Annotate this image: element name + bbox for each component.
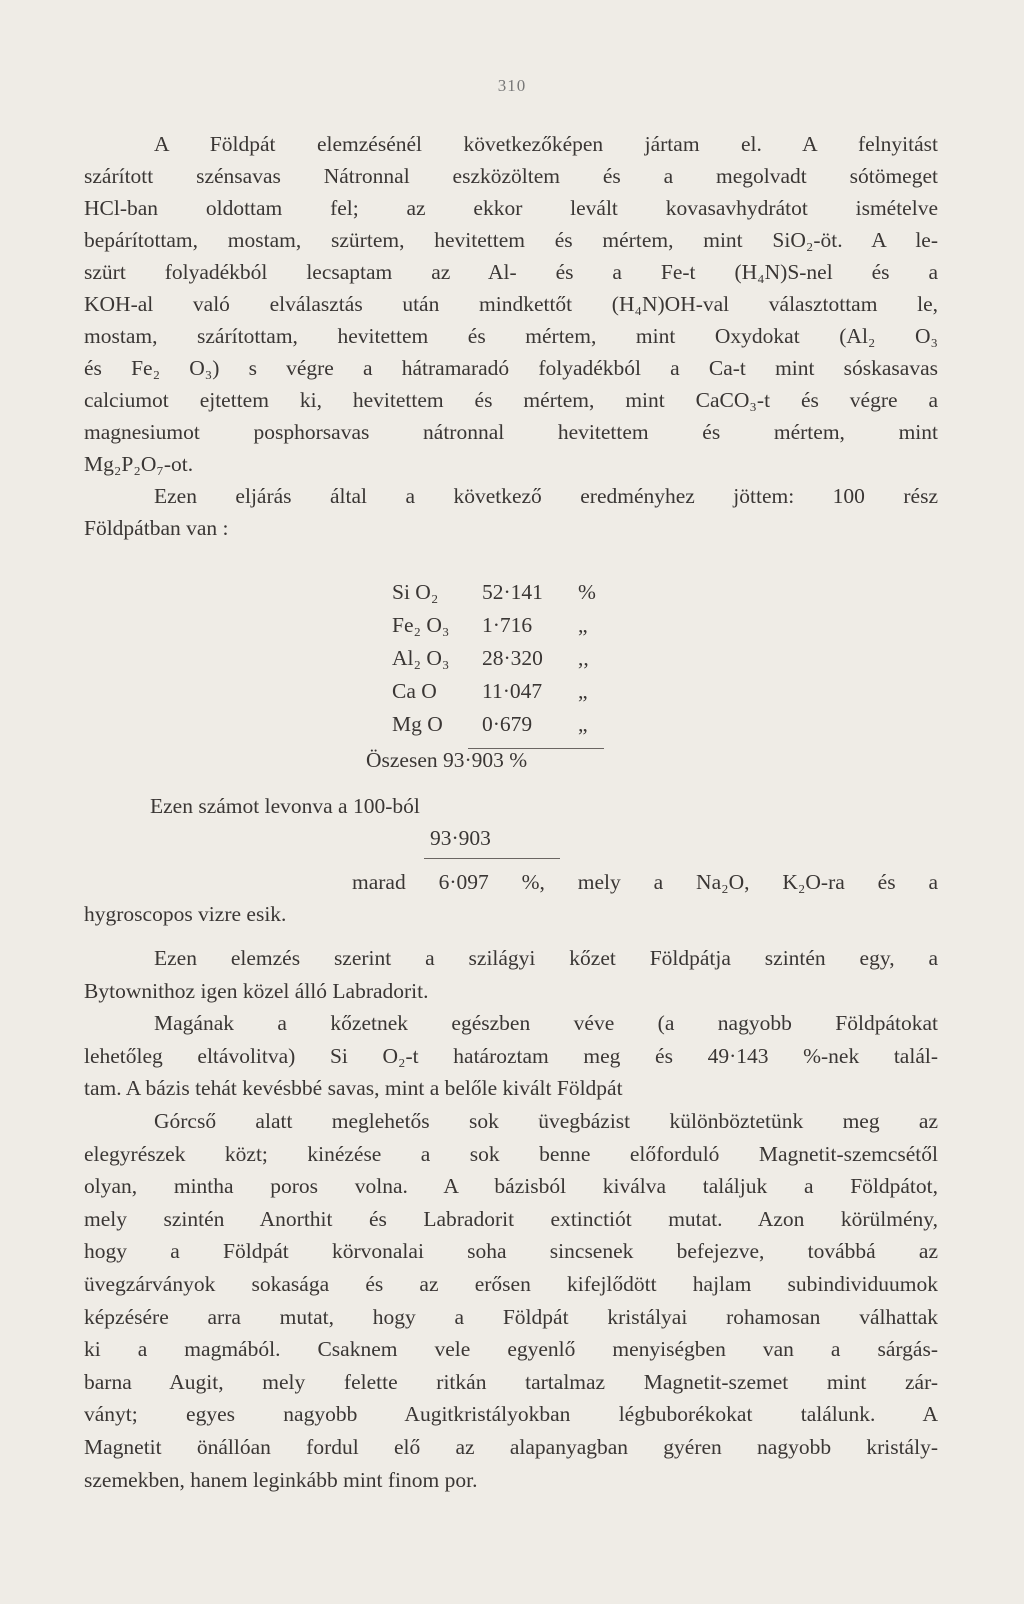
value-cell: 1·716 [482, 613, 533, 637]
compound-cell: Mg O [392, 712, 443, 736]
value-cell: 11·047 [482, 679, 543, 703]
unit-cell: ,, [578, 646, 589, 670]
text-line: mostam, szárítottam, hevitettem és mértem, mint Oxydokat (Al₂ O₃ [84, 324, 938, 348]
calc-line: Ezen számot levonva a 100-ból [150, 794, 420, 818]
table-row [392, 609, 618, 642]
text-line: olyan, mintha poros volna. A bázisból kiválva találjuk a Földpátot, [84, 1174, 938, 1199]
calc-subtrahend: 93·903 [430, 826, 491, 850]
table-row [392, 675, 618, 708]
table-row [392, 576, 618, 609]
value-cell: 52·141 [482, 580, 543, 604]
text-line: marad 6·097 %, mely a Na₂O, K₂O-ra és a [352, 870, 938, 894]
paragraph-analysis-method [84, 128, 938, 544]
text-line: ványt; egyes nagyobb Augitkristályokban légbuborékokat találunk. A [84, 1402, 938, 1427]
text-line: lehetőleg eltávolitva) Si O₂-t határoztam meg és 49·143 %-nek talál- [84, 1043, 938, 1068]
text-line: mely szintén Anorthit és Labradorit extinctiót mutat. Azon körülmény, [84, 1206, 938, 1231]
text-line: calciumot ejtettem ki, hevitettem és mértem, mint CaCO₃-t és végre a [84, 388, 938, 412]
text-line: ki a magmából. Csaknem vele egyenlő menyiségben van a sárgás- [84, 1337, 938, 1362]
text-line: hygroscopos vizre esik. [84, 902, 287, 926]
text-line: szürt folyadékból lecsaptam az Al- és a Fe-t (H₄N)S-nel és a [84, 260, 938, 284]
subtraction-divider [424, 858, 560, 859]
text-line: magnesiumot posphorsavas nátronnal hevitettem és mértem, mint [84, 420, 938, 444]
table-row [392, 642, 618, 675]
text-line: hogy a Földpát körvonalai soha sincsenek befejezve, továbbá az [84, 1239, 938, 1264]
total-row: Öszesen 93·903 % [366, 748, 528, 772]
text-line: Bytownithoz igen közel álló Labradorit. [84, 978, 429, 1003]
table-row [392, 708, 618, 741]
text-line: Ezen elemzés szerint a szilágyi kőzet Földpátja szintén egy, a [154, 946, 938, 970]
unit-cell: % [578, 580, 596, 604]
text-line: HCl-ban oldottam fel; az ekkor levált kovasavhydrátot ismételve [84, 196, 938, 220]
text-line: Földpátban van : [84, 516, 229, 540]
compound-cell: Si O₂ [392, 580, 439, 604]
unit-cell: „ [578, 712, 588, 736]
calc-result [84, 866, 938, 930]
text-line: Magnetit önállóan fordul elő az alapanyagban gyéren nagyobb kristály- [84, 1434, 938, 1459]
text-line: Górcső alatt meglehetős sok üvegbázist különböztetünk meg az [154, 1108, 938, 1133]
text-line: szemekben, hanem leginkább mint finom por. [84, 1467, 478, 1492]
unit-cell: „ [578, 679, 588, 703]
text-line: szárított szénsavas Nátronnal eszközöltem és a megolvadt sótömeget [84, 164, 938, 188]
page-number: 310 [497, 76, 527, 95]
compound-cell: Al₂ O₃ [392, 646, 450, 670]
text-line: elegyrészek közt; kinézése a sok benne előforduló Magnetit-szemcsétől [84, 1141, 938, 1166]
compound-cell: Fe₂ O₃ [392, 613, 450, 637]
text-line: KOH-al való elválasztás után mindkettőt (H₄N)OH-val választottam le, [84, 292, 938, 316]
composition-table [392, 576, 618, 741]
text-line: Magának a kőzetnek egészben véve (a nagyobb Földpátokat [154, 1011, 938, 1036]
text-line: Mg₂P₂O₇-ot. [84, 452, 194, 476]
unit-cell: „ [578, 613, 588, 637]
value-cell: 0·679 [482, 712, 533, 736]
compound-cell: Ca O [392, 679, 437, 703]
text-line: és Fe₂ O₃) s végre a hátramaradó folyadékból a Ca-t mint sóskasavas [84, 356, 938, 380]
text-line: üvegzárványok sokasága és az erősen kifejlődött hajlam subindividuumok [84, 1271, 938, 1296]
text-line: bepárítottam, mostam, szürtem, hevitettem és mértem, mint SiO₂-öt. A le- [84, 228, 938, 252]
paragraph-conclusions [84, 942, 938, 1496]
text-line: Ezen eljárás által a következő eredményhez jöttem: 100 rész [154, 484, 938, 508]
text-line: barna Augit, mely felette ritkán tartalmaz Magnetit-szemet mint zár- [84, 1369, 938, 1394]
text-line: tam. A bázis tehát kevésbbé savas, mint a belőle kivált Földpát [84, 1076, 623, 1101]
text-line: képzésére arra mutat, hogy a Földpát kristályai rohamosan válhattak [84, 1304, 938, 1329]
value-cell: 28·320 [482, 646, 543, 670]
text-line: A Földpát elemzésénél következőképen jártam el. A felnyitást [154, 132, 938, 156]
